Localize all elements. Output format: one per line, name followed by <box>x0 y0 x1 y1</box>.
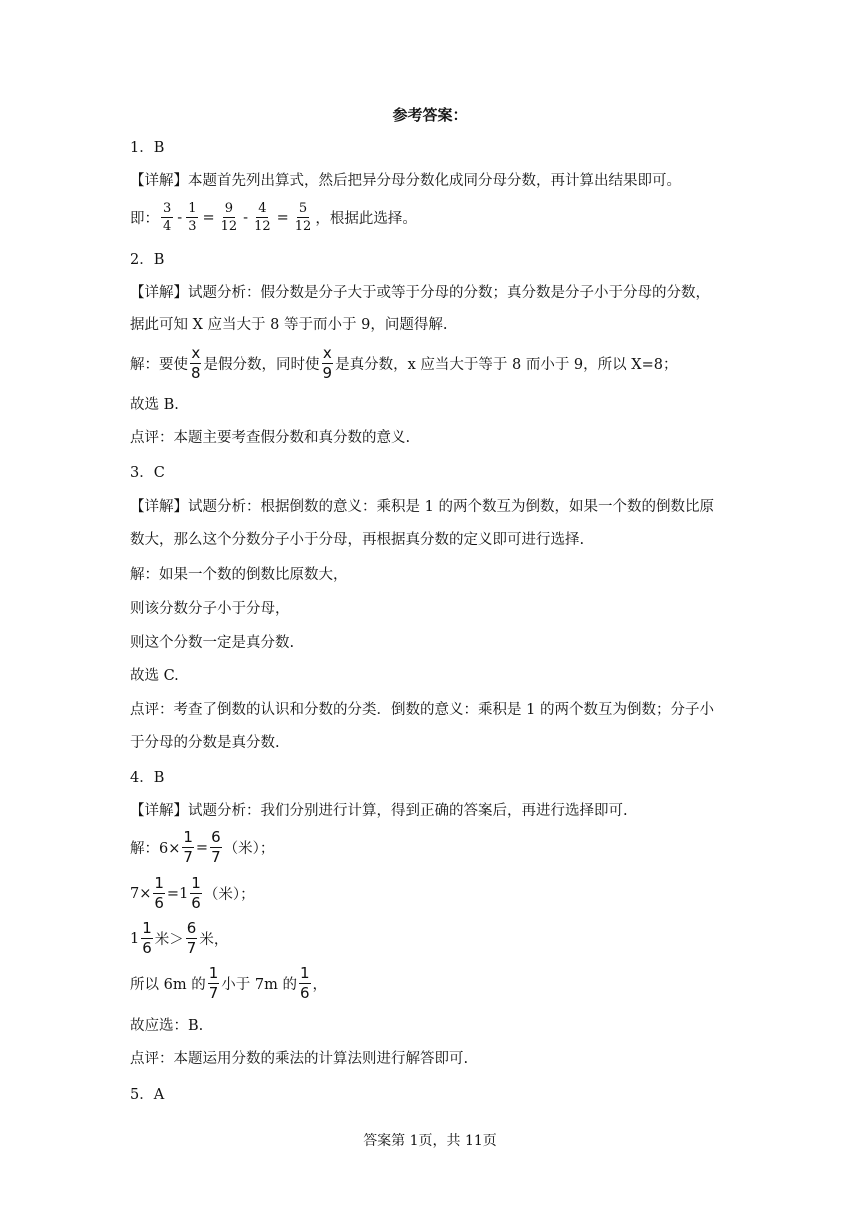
fraction: $\frac{4}{12}$ <box>254 201 271 234</box>
compare-text: 小于 7m 的 <box>221 977 297 993</box>
q4-choose: 故应选：B. <box>130 1018 204 1034</box>
compare-text: 米＞ <box>154 932 184 948</box>
q3-sol-3: 则这个分数一定是真分数. <box>130 635 295 651</box>
unit-text: （米）； <box>223 841 275 857</box>
equals-sign: = <box>195 839 209 856</box>
fraction: $\frac{1}{7}$ <box>183 828 193 866</box>
q4-comment: 点评：本题运用分数的乘法的计算法则进行解答即可. <box>130 1051 469 1067</box>
fraction: $\frac{1}{7}$ <box>208 964 219 1002</box>
q3-sol-1: 解：如果一个数的倒数比原数大， <box>130 567 348 583</box>
q3-detail-b: 数大，那么这个分数分子小于分母，再根据真分数的定义即可进行选择. <box>130 532 585 548</box>
q1-equation <box>130 202 417 233</box>
equals-sign: =1 <box>166 885 189 902</box>
minus-sign: - <box>177 209 183 226</box>
q1-answer: 1．B <box>130 140 165 156</box>
q5-answer: 5．A <box>130 1087 165 1103</box>
q2-comment: 点评：本题主要考查假分数和真分数的意义. <box>130 430 411 446</box>
fraction: $\frac{1}{6}$ <box>142 919 152 957</box>
minus-sign: - <box>243 209 249 226</box>
q3-comment-a: 点评：考查了倒数的认识和分数的分类．倒数的意义：乘积是 1 的两个数互为倒数；分子小 <box>130 702 714 718</box>
q2-sol-b: 是假分数，同时使 <box>203 357 320 373</box>
fraction: $\frac{1}{6}$ <box>154 874 164 912</box>
q4-l1-prefix: 解：6× <box>130 841 181 857</box>
fraction: $\frac{6}{7}$ <box>211 828 221 866</box>
q4-l4-prefix: 所以 6m 的 <box>130 977 206 993</box>
q2-choose: 故选 B. <box>130 397 179 413</box>
q3-comment-b: 于分母的分数是真分数. <box>130 735 280 751</box>
q3-sol-2: 则该分数分子小于分母， <box>130 601 290 617</box>
q2-detail-b: 据此可知 X 应当大于 8 等于而小于 9，问题得解. <box>130 317 448 333</box>
q2-answer: 2．B <box>130 252 165 268</box>
fraction: $\frac{6}{7}$ <box>186 919 197 957</box>
page-title: 参考答案： <box>392 106 468 124</box>
q2-sol-c: 是真分数，x 应当大于等于 8 而小于 9，所以 X=8； <box>335 357 678 373</box>
fraction: $\frac{5}{12}$ <box>294 201 312 234</box>
whole-number: 1 <box>130 930 140 947</box>
fraction: $\frac{1}{6}$ <box>299 964 310 1002</box>
fraction: $\frac{x}{9}$ <box>322 344 333 382</box>
q4-line-1 <box>130 830 274 865</box>
q4-line-3 <box>130 921 228 956</box>
q4-line-4 <box>130 966 327 1001</box>
q3-detail-a: 【详解】试题分析：根据倒数的意义：乘积是 1 的两个数互为倒数，如果一个数的倒数比原 <box>130 499 714 515</box>
fraction: $\frac{1}{3}$ <box>188 201 197 234</box>
unit-text: 米， <box>199 932 229 948</box>
q4-line-2 <box>130 876 255 911</box>
q3-answer: 3．C <box>130 465 165 481</box>
unit-text: （米）； <box>203 887 255 903</box>
fraction: $\frac{9}{12}$ <box>220 201 238 234</box>
q4-detail: 【详解】试题分析：我们分别进行计算，得到正确的答案后，再进行选择即可. <box>130 803 628 819</box>
q2-detail-a: 【详解】试题分析：假分数是分子大于或等于分母的分数；真分数是分子小于分母的分数， <box>130 285 710 301</box>
q4-l2-prefix: 7× <box>130 885 152 902</box>
fraction: $\frac{1}{6}$ <box>191 874 201 912</box>
q2-sol-a: 解：要使 <box>130 357 188 373</box>
equals-sign: = <box>202 209 215 226</box>
q1-detail: 【详解】本题首先列出算式，然后把异分母分数化成同分母分数，再计算出结果即可。 <box>130 173 681 189</box>
q1-eq-suffix: ，根据此选择。 <box>315 211 417 227</box>
fraction: $\frac{3}{4}$ <box>163 201 172 234</box>
q1-eq-prefix: 即： <box>130 211 159 227</box>
equals-sign: = <box>276 209 289 226</box>
page-footer: 答案第 1页，共 11页 <box>363 1133 497 1149</box>
q2-solution <box>130 346 677 381</box>
fraction: $\frac{x}{8}$ <box>191 344 201 382</box>
punctuation: ， <box>312 977 327 993</box>
q4-answer: 4．B <box>130 770 165 786</box>
q3-choose: 故选 C. <box>130 668 179 684</box>
